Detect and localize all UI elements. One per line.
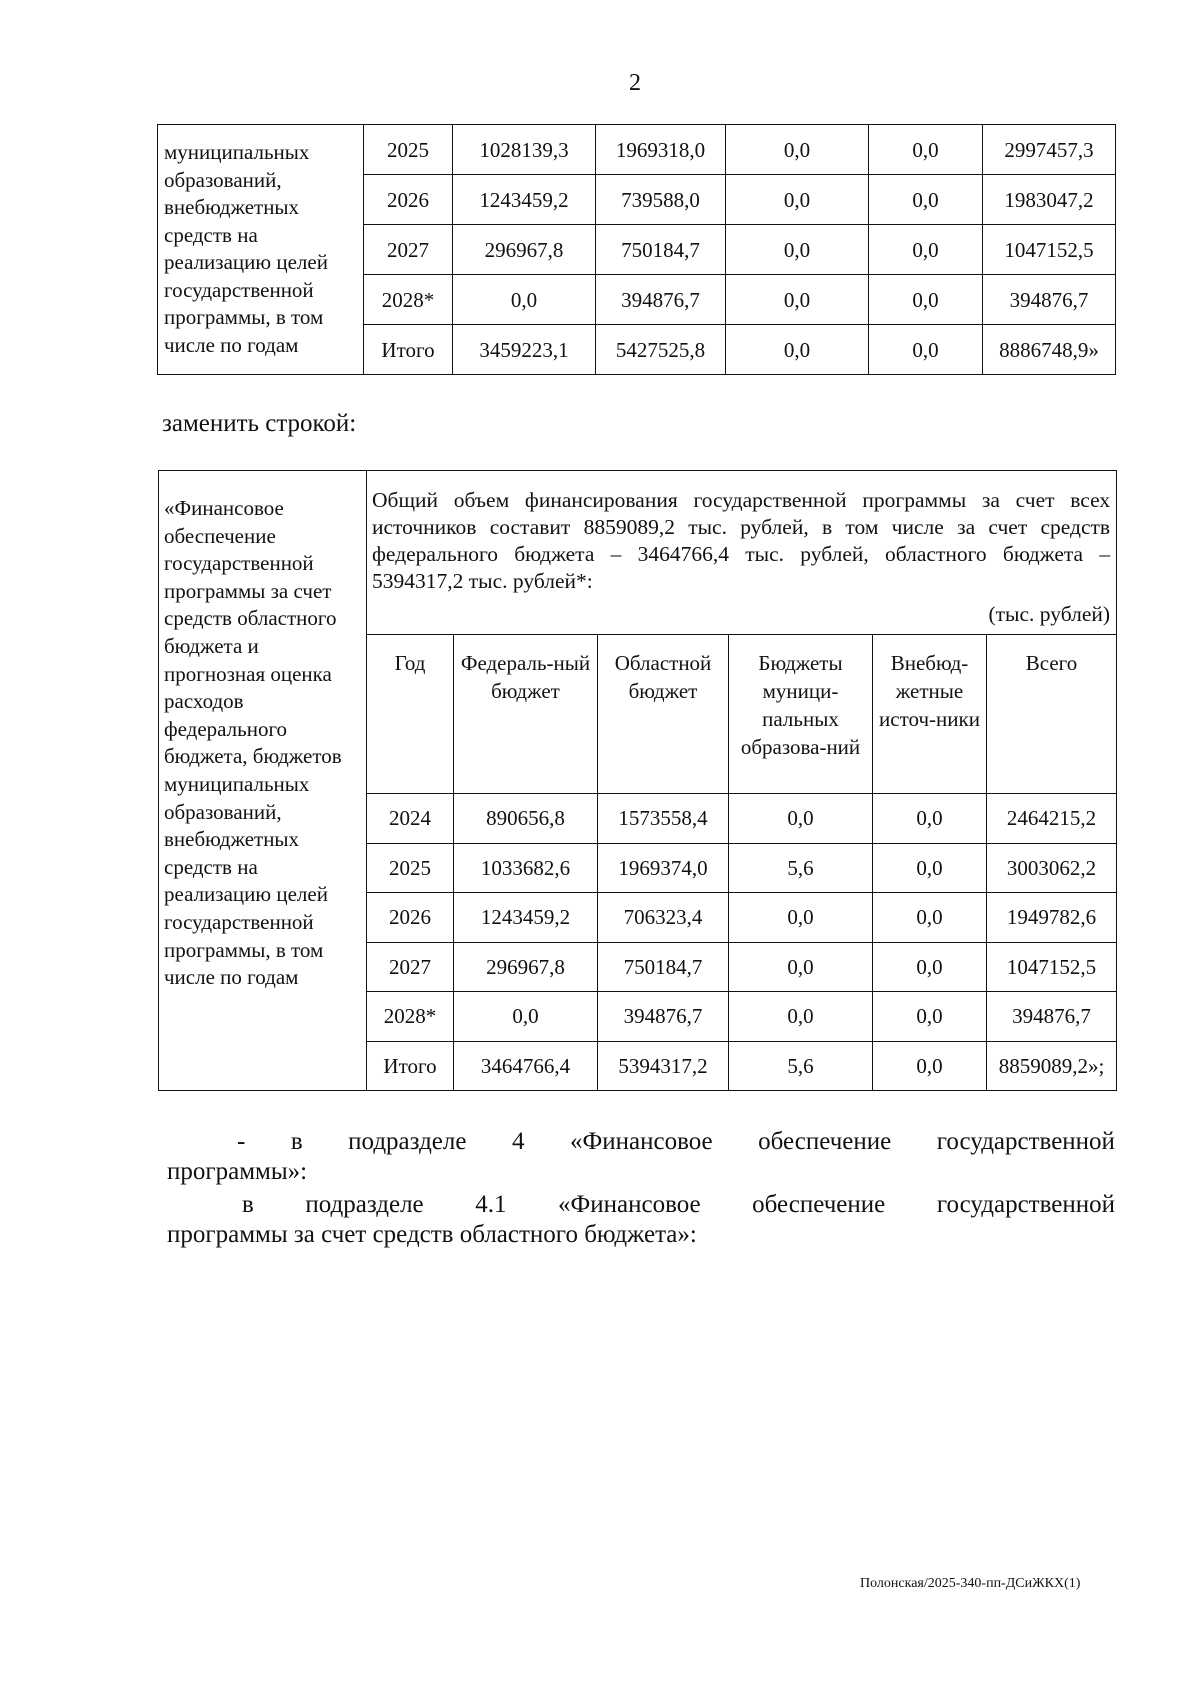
- cell-federal: 0,0: [454, 992, 598, 1042]
- cell-year: 2026: [364, 175, 453, 225]
- cell-municipal: 5,6: [729, 843, 873, 893]
- paragraph-word: в: [242, 1191, 254, 1218]
- cell-year: Итого: [364, 325, 453, 375]
- paragraph-word: в: [290, 1128, 303, 1155]
- document-footer-id: Полонская/2025-340-пп-ДСиЖКХ(1): [860, 1576, 1081, 1591]
- cell-extra: 0,0: [869, 175, 983, 225]
- funding-summary-cell: [367, 471, 1117, 635]
- cell-regional: 394876,7: [596, 275, 726, 325]
- cell-extra: 0,0: [869, 275, 983, 325]
- table-row: [158, 125, 1116, 175]
- cell-federal: 1243459,2: [453, 175, 596, 225]
- cell-regional: 1969318,0: [596, 125, 726, 175]
- cell-extra: 0,0: [873, 942, 987, 992]
- cell-extra: 0,0: [873, 794, 987, 844]
- cell-extra: 0,0: [869, 225, 983, 275]
- cell-total: 1047152,5: [987, 942, 1117, 992]
- cell-regional: 5427525,8: [596, 325, 726, 375]
- cell-year: 2026: [367, 893, 454, 943]
- page-number: 2: [629, 70, 641, 96]
- cell-federal: 1243459,2: [454, 893, 598, 943]
- cell-total: 2997457,3: [983, 125, 1116, 175]
- paragraph-word: государственной: [936, 1191, 1115, 1218]
- replace-instruction: заменить строкой:: [162, 410, 357, 437]
- cell-regional: 394876,7: [598, 992, 729, 1042]
- new-table-label: «Финансовое обеспечение государственной программы за счет средств областного бюджета и прогнозная оценка расходов федерального бюджета, бюджетов муниципальных образований, внебюджетных средств на реализацию целей государственной программы, в том числе по годам: [159, 471, 367, 1091]
- cell-regional: 706323,4: [598, 893, 729, 943]
- cell-municipal: 0,0: [729, 893, 873, 943]
- cell-total: 3003062,2: [987, 843, 1117, 893]
- cell-federal: 3459223,1: [453, 325, 596, 375]
- paragraph-line: программы за счет средств областного бюджета»:: [167, 1221, 697, 1248]
- cell-year: 2025: [364, 125, 453, 175]
- cell-total: 1949782,6: [987, 893, 1117, 943]
- cell-total: 1047152,5: [983, 225, 1116, 275]
- cell-year: 2024: [367, 794, 454, 844]
- paragraph-subsection-4-1: [167, 1190, 1115, 1250]
- cell-total: 1983047,2: [983, 175, 1116, 225]
- paragraph-word: обеспечение: [752, 1191, 886, 1218]
- paragraph-word: подразделе: [305, 1191, 424, 1218]
- cell-municipal: 0,0: [729, 992, 873, 1042]
- cell-regional: 750184,7: [596, 225, 726, 275]
- paragraph-line: программы»:: [167, 1158, 308, 1185]
- cell-federal: 3464766,4: [454, 1041, 598, 1091]
- cell-total: 8886748,9»: [983, 325, 1116, 375]
- cell-total: 394876,7: [987, 992, 1117, 1042]
- cell-regional: 739588,0: [596, 175, 726, 225]
- cell-year: 2027: [367, 942, 454, 992]
- cell-year: 2027: [364, 225, 453, 275]
- cell-federal: 1028139,3: [453, 125, 596, 175]
- old-financing-table: [157, 124, 1116, 375]
- cell-municipal: 0,0: [726, 175, 869, 225]
- paragraph-word: -: [237, 1128, 246, 1155]
- cell-total: 2464215,2: [987, 794, 1117, 844]
- paragraph-word: государственной: [936, 1128, 1115, 1155]
- header-federal: Федераль-ный бюджет: [454, 635, 598, 794]
- cell-municipal: 0,0: [729, 794, 873, 844]
- unit-label: (тыс. рублей): [988, 602, 1111, 626]
- cell-extra: 0,0: [873, 893, 987, 943]
- old-table-label: муниципальных образований, внебюджетных средств на реализацию целей государственной программы, в том числе по годам: [158, 125, 364, 375]
- cell-federal: 0,0: [453, 275, 596, 325]
- cell-year: 2025: [367, 843, 454, 893]
- cell-federal: 890656,8: [454, 794, 598, 844]
- paragraph-word: «Финансовое: [570, 1128, 713, 1155]
- cell-extra: 0,0: [869, 325, 983, 375]
- cell-extra: 0,0: [873, 843, 987, 893]
- header-municipal: Бюджеты муници-пальных образова-ний: [729, 635, 873, 794]
- cell-municipal: 0,0: [726, 325, 869, 375]
- cell-municipal: 5,6: [729, 1041, 873, 1091]
- new-financing-table: [158, 470, 1117, 1091]
- paragraph-word: 4.1: [475, 1191, 507, 1218]
- cell-total: 394876,7: [983, 275, 1116, 325]
- cell-regional: 1969374,0: [598, 843, 729, 893]
- cell-regional: 1573558,4: [598, 794, 729, 844]
- funding-summary-text: Общий объем финансирования государственной программы за счет всех источников составит 8859089,2 тыс. рублей, в том числе за счет средств федерального бюджета – 3464766,4 тыс. рублей, областного бюджета – 5394317,2 тыс. рублей*:: [372, 488, 1111, 593]
- cell-regional: 750184,7: [598, 942, 729, 992]
- paragraph-word: обеспечение: [758, 1128, 892, 1155]
- paragraph-line: [167, 1127, 1115, 1157]
- cell-extra: 0,0: [873, 1041, 987, 1091]
- header-total: Всего: [987, 635, 1117, 794]
- cell-federal: 1033682,6: [454, 843, 598, 893]
- cell-municipal: 0,0: [726, 225, 869, 275]
- paragraph-word: подразделе: [348, 1128, 467, 1155]
- cell-municipal: 0,0: [726, 275, 869, 325]
- cell-total: 8859089,2»;: [987, 1041, 1117, 1091]
- cell-municipal: 0,0: [726, 125, 869, 175]
- header-year: Год: [367, 635, 454, 794]
- cell-extra: 0,0: [873, 992, 987, 1042]
- cell-extra: 0,0: [869, 125, 983, 175]
- cell-municipal: 0,0: [729, 942, 873, 992]
- header-regional: Областной бюджет: [598, 635, 729, 794]
- paragraph-line: [167, 1190, 1115, 1220]
- paragraph-word: 4: [511, 1128, 525, 1155]
- paragraph-subsection-4: [167, 1127, 1115, 1187]
- cell-federal: 296967,8: [454, 942, 598, 992]
- paragraph-word: «Финансовое: [558, 1191, 701, 1218]
- cell-year: Итого: [367, 1041, 454, 1091]
- cell-regional: 5394317,2: [598, 1041, 729, 1091]
- header-extrabudgetary: Внебюд-жетные источ-ники: [873, 635, 987, 794]
- cell-year: 2028*: [367, 992, 454, 1042]
- cell-year: 2028*: [364, 275, 453, 325]
- cell-federal: 296967,8: [453, 225, 596, 275]
